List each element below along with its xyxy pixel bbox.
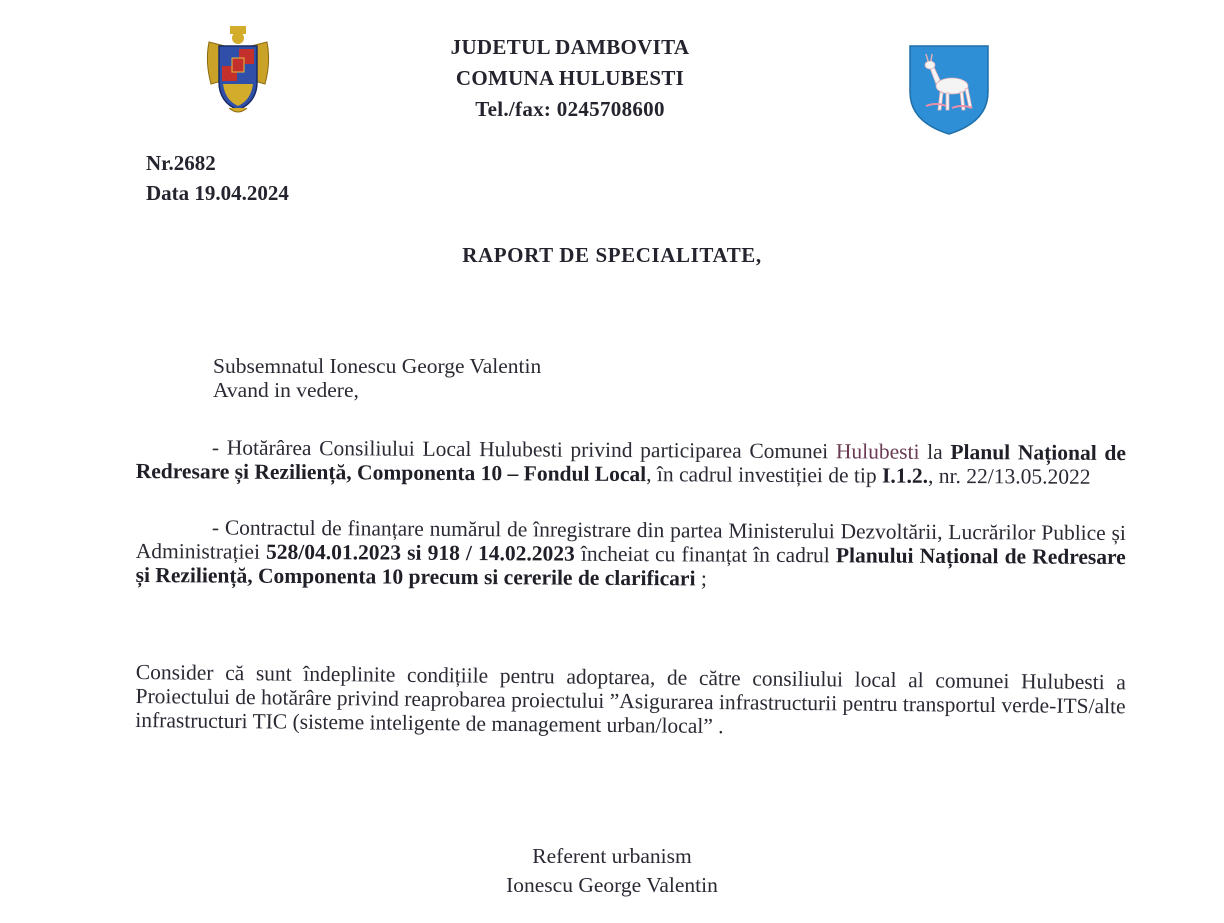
- p1-bold-plan: Planul Național de Redresare și Reziliență, Componenta 10 – Fondul Local: [135, 439, 1126, 487]
- p2-text-1: - Contractul de finanțare numărul de înregistrare din partea Ministerului Dezvoltării, Lucrărilor Publice și Administrației: [135, 515, 1126, 564]
- paragraph-conclusion: Consider că sunt îndeplinite condițiile pentru adoptarea, de către consiliului local al comunei Hulubesti a Proiectului de hotărâre privind reaprobarea proiectului ”Asigurarea infrastructurii pentru transportul verde-ITS/alte infrastructuri TIC (sisteme inteligente de management urban/local” .: [135, 660, 1126, 739]
- romania-coat-of-arms-icon: [203, 22, 273, 118]
- document-date: Data 19.04.2024: [146, 181, 289, 205]
- intro-block: [213, 354, 541, 402]
- signature-name: Ionescu George Valentin: [506, 873, 718, 897]
- p2-text-2: încheiat cu finanțat în cadrul: [574, 541, 836, 568]
- p1-bold-investment-type: I.1.2.: [881, 463, 929, 488]
- institution-header: [360, 32, 780, 125]
- p1-text-commune: Hulubesti: [835, 439, 920, 464]
- paragraph-financing-contract: [136, 515, 1126, 593]
- p1-text-2: la: [919, 439, 951, 464]
- header-commune: COMUNA HULUBESTI: [455, 66, 685, 90]
- p2-bold-plan: Planului Național de Redresare și Reziliență, Componenta 10 precum si cererile de clarificari: [135, 543, 1126, 591]
- p1-text-1: - Hotărârea Consiliului Local Hulubesti privind participarea Comunei: [211, 435, 836, 464]
- signature-block: [0, 842, 1224, 900]
- intro-considering: Avand in vedere,: [213, 378, 359, 402]
- document-reference: [146, 148, 289, 208]
- document-title: RAPORT DE SPECIALITATE,: [462, 243, 762, 267]
- intro-signatory: Subsemnatul Ionescu George Valentin: [213, 354, 542, 378]
- paragraph-council-decision: [136, 435, 1126, 489]
- header-phone: Tel./fax: 0245708600: [475, 97, 665, 121]
- p2-text-3: ;: [695, 566, 707, 591]
- p1-text-4: , nr. 22/13.05.2022: [927, 463, 1091, 489]
- header-county: JUDETUL DAMBOVITA: [450, 35, 690, 59]
- hulubesti-coat-of-arms-icon: [906, 40, 992, 136]
- p1-text-3: , în cadrul investiției de tip: [646, 462, 883, 488]
- signature-role: Referent urbanism: [532, 844, 692, 868]
- p2-bold-contract-numbers: 528/04.01.2023 si 918 / 14.02.2023: [266, 539, 575, 566]
- document-number: Nr.2682: [146, 151, 216, 175]
